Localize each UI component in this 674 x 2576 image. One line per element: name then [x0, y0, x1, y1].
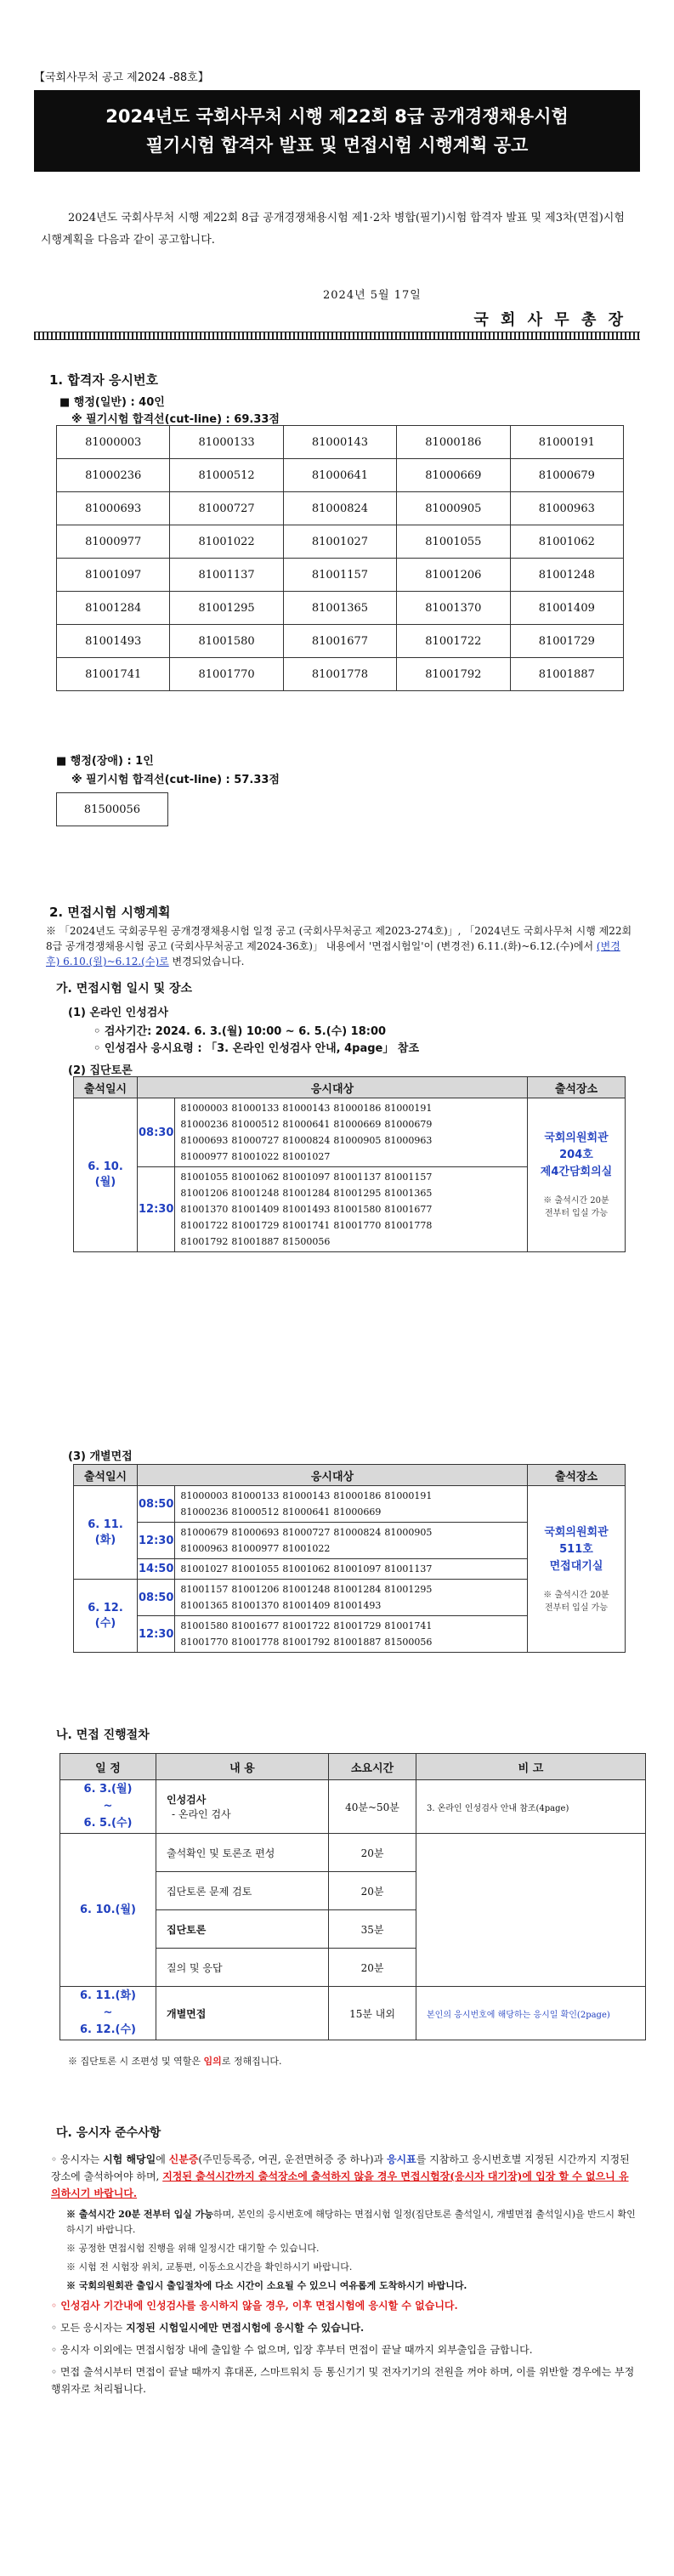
candidate-number: 81001722	[282, 1620, 331, 1631]
rule-4: ◦ 응시자 이외에는 면접시험장 내에 출입할 수 없으며, 입장 후부터 면접이 끝날 때까지 외부출입을 금합니다.	[51, 2344, 533, 2356]
candidate-numbers	[175, 1559, 528, 1580]
personal-interview-title: (3) 개별면접	[68, 1450, 133, 1463]
candidate-number: 81000191	[384, 1103, 433, 1114]
passer-number-cell: 81001722	[397, 625, 510, 658]
col-date-header: 출석일시	[74, 1077, 138, 1098]
candidate-number: 81000693	[231, 1527, 280, 1538]
candidate-number: 81500056	[384, 1637, 433, 1648]
candidate-number: 81001284	[282, 1188, 331, 1199]
subsection-ga-heading: 가. 면접시험 일시 및 장소	[56, 982, 193, 996]
candidate-number: 81000727	[231, 1135, 280, 1146]
proc-duration: 20분	[329, 1872, 416, 1910]
proc-duration: 40분~50분	[329, 1780, 416, 1834]
passer-number-cell: 81000143	[283, 426, 396, 459]
passer-number-cell: 81000905	[397, 492, 510, 525]
passer-number-cell: 81001248	[510, 559, 623, 592]
rule-1-sub-1-b: 하며, 본인의 응시번호에 해당하는 면접시험 일정(집단토론 출석일시, 개별면접 출석일시)을 반드시 확인하시기 바랍니다.	[66, 2209, 636, 2235]
proc-date: 6. 10.(월)	[60, 1834, 156, 1987]
number-line	[180, 1634, 527, 1650]
candidate-number: 81000133	[231, 1103, 280, 1114]
candidate-number: 81001677	[384, 1204, 433, 1215]
candidate-number: 81000679	[384, 1119, 433, 1130]
passer-number-cell: 81001770	[170, 658, 283, 691]
rule-1-sub-1	[51, 2207, 637, 2238]
table-row	[74, 1486, 626, 1523]
candidate-number: 81500056	[282, 1236, 331, 1247]
number-line	[180, 1504, 527, 1520]
candidate-number: 81001741	[384, 1620, 433, 1631]
proc-content: 질의 및 응답	[156, 1949, 329, 1987]
place-note: ※ 출석시간 20분 전부터 입실 가능	[543, 1196, 609, 1218]
passer-number-cell: 81001778	[283, 658, 396, 691]
col-target-header: 응시대상	[138, 1077, 528, 1098]
proc-content: 출석확인 및 토론조 편성	[156, 1834, 329, 1872]
passer-number-cell: 81001097	[57, 559, 170, 592]
table-row	[57, 492, 624, 525]
candidate-number: 81001409	[231, 1204, 280, 1215]
number-line	[180, 1618, 527, 1634]
col-place-header: 출석장소	[528, 1077, 626, 1098]
candidate-number: 81000641	[282, 1506, 331, 1518]
candidate-number: 81000133	[231, 1490, 280, 1501]
proc-content: 집단토론 문제 검토	[156, 1872, 329, 1910]
subsection-da-heading: 다. 응시자 준수사항	[56, 2126, 161, 2140]
title-line-1: 2024년도 국회사무처 시행 제22회 8급 공개경쟁채용시험	[105, 106, 569, 127]
number-line	[180, 1488, 527, 1504]
place-name: 국회의원회관 204호 제4간담회의실	[540, 1132, 613, 1178]
intro-paragraph: 2024년도 국회사무처 시행 제22회 8급 공개경쟁채용시험 제1·2차 병합(필기)시험 합격자 발표 및 제3차(면접)시험 시행계획을 다음과 같이 공고합니다.	[41, 212, 625, 247]
rule-1-h: 지정된 출석시간까지 출석장소에 출석하지 않을 경우 면접시험장(응시자 대기장)에 입장 할 수 없으니 유의하시기 바랍니다.	[51, 2170, 629, 2199]
passer-number-cell: 81001887	[510, 658, 623, 691]
candidate-number: 81001027	[282, 1151, 331, 1162]
general-category-label: ■ 행정(일반) : 40인	[59, 396, 165, 409]
proc-duration: 35분	[329, 1910, 416, 1949]
passer-number-cell: 81001022	[170, 525, 283, 559]
proc-col-remarks: 비 고	[416, 1754, 646, 1780]
group-discussion-table	[73, 1076, 626, 1252]
candidate-numbers	[175, 1486, 528, 1523]
proc-content	[156, 1780, 329, 1834]
time-slot: 12:30	[138, 1616, 175, 1653]
general-passers-table	[56, 425, 624, 691]
candidate-number: 81001365	[180, 1600, 229, 1611]
passer-number-cell: 81001729	[510, 625, 623, 658]
proc-col-content: 내 용	[156, 1754, 329, 1780]
candidate-number: 81000963	[180, 1543, 229, 1554]
candidate-number: 81001729	[231, 1220, 280, 1231]
passer-number-cell: 81000512	[170, 459, 283, 492]
candidate-numbers	[175, 1523, 528, 1559]
number-line	[180, 1149, 527, 1165]
candidate-number: 81001248	[231, 1188, 280, 1199]
passer-number-cell: 81000003	[57, 426, 170, 459]
online-test-guide: ◦ 인성검사 응시요령 : 「3. 온라인 인성검사 안내, 4page」 참조	[93, 1042, 420, 1055]
passer-number-cell: 81000669	[397, 459, 510, 492]
passer-number-cell: 81001062	[510, 525, 623, 559]
attendance-date: 6. 11. (화)	[74, 1486, 138, 1580]
place-name: 국회의원회관 511호 면접대기실	[544, 1525, 609, 1573]
candidate-number: 81000641	[282, 1119, 331, 1130]
subsection-na-heading: 나. 면접 진행절차	[56, 1728, 150, 1742]
candidate-number: 81000191	[384, 1490, 433, 1501]
rule-2: ◦ 인성검사 기간내에 인성검사를 응시하지 않을 경우, 이후 면접시험에 응시할 수 없습니다.	[51, 2300, 458, 2312]
announcement-date: 2024년 5월 17일	[323, 289, 422, 302]
disabled-cutline: ※ 필기시험 합격선(cut-line) : 57.33점	[71, 774, 280, 786]
passer-number-cell: 81000191	[510, 426, 623, 459]
note-part-a: ※ 「2024년도 국회공무원 공개경쟁채용시험 일정 공고 (국회사무처공고 제2023-274호)」, 「2024년도 국회사무처 시행 제22회 8급 공개경쟁채용시험 공고 (국회사무처공고 제2024-36호)」 내용에서 '면접시험일'이 (변경전) 6.11.(화)~6.12.(수)에서	[46, 925, 632, 952]
candidate-rules	[51, 2151, 637, 2403]
candidate-number: 81000693	[180, 1135, 229, 1146]
time-slot: 08:50	[138, 1486, 175, 1523]
candidate-number: 81000003	[180, 1103, 229, 1114]
candidate-number: 81000824	[333, 1527, 382, 1538]
candidate-number: 81001770	[180, 1637, 229, 1648]
candidate-number: 81000669	[333, 1119, 382, 1130]
proc-col-duration: 소요시간	[329, 1754, 416, 1780]
candidate-number: 81001027	[180, 1563, 229, 1575]
candidate-number: 81000824	[282, 1135, 331, 1146]
number-line	[180, 1116, 527, 1132]
candidate-number: 81000512	[231, 1119, 280, 1130]
proc-remark: 3. 온라인 인성검사 안내 참조(4page)	[416, 1780, 646, 1834]
candidate-number: 81001137	[333, 1172, 382, 1183]
rule-1-sub-2: ※ 공정한 면접시험 진행을 위해 일정시간 대기할 수 있습니다.	[66, 2243, 320, 2254]
proc-remark-empty	[416, 1834, 646, 1987]
passer-number-cell: 81001792	[397, 658, 510, 691]
table-row	[57, 426, 624, 459]
candidate-number: 81001722	[180, 1220, 229, 1231]
proc-content: 집단토론	[156, 1910, 329, 1949]
candidate-number: 81000679	[180, 1527, 229, 1538]
col-target-header: 응시대상	[138, 1465, 528, 1486]
rule-3-b: 지정된 시험일시에만 면접시험에 응시할 수 있습니다.	[126, 2322, 365, 2334]
candidate-number: 81001493	[282, 1204, 331, 1215]
passer-number-cell: 81001370	[397, 592, 510, 625]
candidate-numbers	[175, 1098, 528, 1167]
rule-1-b: 시험 해당일	[103, 2153, 156, 2165]
time-slot: 08:30	[138, 1098, 175, 1167]
hatched-divider	[34, 332, 640, 340]
rule-1-c: 에	[156, 2153, 169, 2165]
candidate-number: 81001741	[282, 1220, 331, 1231]
rule-1-sub-1-a: ※ 출석시간 20분 전부터 입실 가능	[66, 2209, 213, 2220]
candidate-number: 81000977	[231, 1543, 280, 1554]
candidate-number: 81001580	[180, 1620, 229, 1631]
proc-date: 6. 3.(월) ~ 6. 5.(수)	[60, 1780, 156, 1834]
candidate-number: 81001097	[282, 1172, 331, 1183]
attendance-place	[528, 1098, 626, 1252]
time-slot: 08:50	[138, 1580, 175, 1616]
candidate-number: 81001580	[333, 1204, 382, 1215]
candidate-number: 81000236	[180, 1119, 229, 1130]
note-part-b: (변경후) 6.10.(월)~6.12.(수)로	[46, 940, 620, 967]
candidate-number: 81001792	[180, 1236, 229, 1247]
proc-row-personal	[60, 1987, 646, 2040]
rule-3	[51, 2319, 637, 2336]
passer-number-cell: 81001409	[510, 592, 623, 625]
number-line	[180, 1524, 527, 1540]
number-line	[180, 1185, 527, 1201]
passer-number-cell: 81001027	[283, 525, 396, 559]
candidate-number: 81000512	[231, 1506, 280, 1518]
attendance-place	[528, 1486, 626, 1653]
attendance-date: 6. 10. (월)	[74, 1098, 138, 1252]
candidate-number: 81000236	[180, 1506, 229, 1518]
passer-number-cell: 81000824	[283, 492, 396, 525]
passer-number-cell: 81001365	[283, 592, 396, 625]
candidate-number: 81001157	[384, 1172, 433, 1183]
candidate-number: 81001493	[333, 1600, 382, 1611]
procedure-footnote	[68, 2054, 282, 2068]
passer-number-cell: 81001493	[57, 625, 170, 658]
candidate-number: 81001062	[282, 1563, 331, 1575]
foot-part-b: 임의	[203, 2056, 222, 2067]
candidate-number: 81001206	[231, 1584, 280, 1595]
note-part-c: 변경되었습니다.	[168, 956, 245, 967]
proc-duration: 15분 내외	[329, 1987, 416, 2040]
foot-part-c: 로 정해집니다.	[221, 2056, 282, 2067]
passer-number-cell: 81001055	[397, 525, 510, 559]
col-place-header: 출석장소	[528, 1465, 626, 1486]
candidate-number: 81001365	[384, 1188, 433, 1199]
proc-col-schedule: 일 정	[60, 1754, 156, 1780]
candidate-number: 81001295	[384, 1584, 433, 1595]
number-line	[180, 1100, 527, 1116]
passer-number-cell: 81000679	[510, 459, 623, 492]
candidate-number: 81001055	[180, 1172, 229, 1183]
candidate-number: 81001022	[282, 1543, 331, 1554]
passer-number-cell: 81001741	[57, 658, 170, 691]
rule-1-g: 를 지참하고 응시번호별 지정된 시간까지 지정된 장소에 출석하여야 하며,	[51, 2153, 630, 2182]
candidate-numbers	[175, 1580, 528, 1616]
online-test-title: (1) 온라인 인성검사	[68, 1007, 168, 1019]
personal-interview-table	[73, 1464, 626, 1653]
passer-number-cell: 81000236	[57, 459, 170, 492]
candidate-number: 81001295	[333, 1188, 382, 1199]
table-row	[57, 525, 624, 559]
candidate-number: 81001370	[180, 1204, 229, 1215]
proc-date: 6. 11.(화) ~ 6. 12.(수)	[60, 1987, 156, 2040]
schedule-change-note	[46, 923, 632, 969]
candidate-number: 81001022	[231, 1151, 280, 1162]
rule-1	[51, 2151, 637, 2202]
passer-number-cell: 81001677	[283, 625, 396, 658]
candidate-number: 81001887	[231, 1236, 280, 1247]
rule-5: ◦ 면접 출석시부터 면접이 끝날 때까지 휴대폰, 스마트워치 등 통신기기 및 전자기기의 전원을 꺼야 하며, 이를 위반할 경우에는 부정행위자로 처리됩니다.	[51, 2366, 635, 2395]
candidate-number: 81000669	[333, 1506, 382, 1518]
disabled-category-label: ■ 행정(장애) : 1인	[56, 755, 154, 768]
candidate-number: 81001248	[282, 1584, 331, 1595]
candidate-number: 81001157	[180, 1584, 229, 1595]
passer-number-cell: 81000133	[170, 426, 283, 459]
candidate-number: 81001055	[231, 1563, 280, 1575]
candidate-number: 81000186	[333, 1490, 382, 1501]
passer-number-cell: 81001137	[170, 559, 283, 592]
disabled-passer-number: 81500056	[56, 792, 168, 826]
table-row	[57, 625, 624, 658]
proc-row-checkin	[60, 1834, 646, 1872]
proc-content-sub: - 온라인 검사	[172, 1808, 231, 1820]
title-banner	[34, 90, 640, 172]
proc-duration: 20분	[329, 1949, 416, 1987]
rule-1-e: (주민등록증, 여권, 운전면허증 중 하나)과	[198, 2153, 387, 2165]
passer-number-cell: 81000977	[57, 525, 170, 559]
candidate-number: 81001770	[333, 1220, 382, 1231]
candidate-number: 81001677	[231, 1620, 280, 1631]
table-row	[57, 658, 624, 691]
number-line	[180, 1217, 527, 1234]
passer-number-cell: 81001206	[397, 559, 510, 592]
candidate-number: 81001206	[180, 1188, 229, 1199]
number-line	[180, 1201, 527, 1217]
candidate-number: 81001792	[282, 1637, 331, 1648]
candidate-number: 81001778	[231, 1637, 280, 1648]
candidate-number: 81001284	[333, 1584, 382, 1595]
section-2-heading: 2. 면접시험 시행계획	[49, 905, 171, 920]
candidate-number: 81000186	[333, 1103, 382, 1114]
proc-row-personality	[60, 1780, 646, 1834]
table-row	[57, 592, 624, 625]
candidate-number: 81001729	[333, 1620, 382, 1631]
candidate-number: 81000727	[282, 1527, 331, 1538]
place-note: ※ 출석시간 20분 전부터 입실 가능	[543, 1590, 609, 1613]
proc-content-main: 인성검사	[167, 1794, 207, 1806]
number-line	[180, 1540, 527, 1557]
passer-number-cell: 81000641	[283, 459, 396, 492]
candidate-number: 81001778	[384, 1220, 433, 1231]
candidate-numbers	[175, 1167, 528, 1252]
candidate-number: 81000905	[384, 1527, 433, 1538]
candidate-number: 81001062	[231, 1172, 280, 1183]
candidate-number: 81001887	[333, 1637, 382, 1648]
title-line-2: 필기시험 합격자 발표 및 면접시험 시행계획 공고	[145, 135, 529, 156]
candidate-number: 81000905	[333, 1135, 382, 1146]
passer-number-cell: 81001580	[170, 625, 283, 658]
section-1-heading: 1. 합격자 응시번호	[49, 372, 159, 388]
number-line	[180, 1234, 527, 1250]
passer-number-cell: 81000963	[510, 492, 623, 525]
interview-procedure-table	[59, 1753, 646, 2040]
candidate-number: 81000003	[180, 1490, 229, 1501]
online-test-period: ◦ 검사기간: 2024. 6. 3.(월) 10:00 ~ 6. 5.(수) 18:00	[93, 1025, 387, 1038]
candidate-number: 81000143	[282, 1103, 331, 1114]
col-date-header: 출석일시	[74, 1465, 138, 1486]
candidate-number: 81001409	[282, 1600, 331, 1611]
notice-number: 【국회사무처 공고 제2024 -88호】	[34, 71, 209, 84]
passer-number-cell: 81001157	[283, 559, 396, 592]
number-line	[180, 1597, 527, 1614]
candidate-number: 81001370	[231, 1600, 280, 1611]
table-row	[74, 1098, 626, 1167]
rule-3-a: ◦ 모든 응시자는	[51, 2322, 127, 2334]
table-row	[57, 459, 624, 492]
rule-1-d: 신분증	[168, 2153, 199, 2165]
time-slot: 12:30	[138, 1167, 175, 1252]
foot-part-a: ※ 집단토론 시 조편성 및 역할은	[68, 2056, 204, 2067]
rule-1-sub-3: ※ 시험 전 시험장 위치, 교통편, 이동소요시간을 확인하시기 바랍니다.	[66, 2261, 353, 2272]
passer-number-cell: 81001284	[57, 592, 170, 625]
proc-content: 개별면접	[156, 1987, 329, 2040]
rule-1-a: ◦ 응시자는	[51, 2153, 104, 2165]
number-line	[180, 1169, 527, 1185]
candidate-number: 81000977	[180, 1151, 229, 1162]
general-cutline-text: ※ 필기시험 합격선(cut-line) : 69.33점	[71, 413, 280, 426]
candidate-number: 81000143	[282, 1490, 331, 1501]
passer-number-cell: 81000186	[397, 426, 510, 459]
passer-number-cell: 81000727	[170, 492, 283, 525]
time-slot: 12:30	[138, 1523, 175, 1559]
number-line	[180, 1132, 527, 1149]
rule-1-f: 응시표	[386, 2153, 416, 2165]
candidate-number: 81001137	[384, 1563, 433, 1575]
table-row	[57, 559, 624, 592]
candidate-number: 81001097	[333, 1563, 382, 1575]
proc-duration: 20분	[329, 1834, 416, 1872]
rule-1-sub-4: ※ 국회의원회관 출입시 출입절차에 다소 시간이 소요될 수 있으니 여유롭게 도착하시기 바랍니다.	[66, 2280, 467, 2291]
general-cutline	[71, 405, 280, 426]
group-discussion-title: (2) 집단토론	[68, 1064, 133, 1077]
passer-number-cell: 81001295	[170, 592, 283, 625]
number-line	[180, 1561, 527, 1577]
issuing-organization: 국 회 사 무 총 장	[473, 311, 626, 329]
proc-remark: 본인의 응시번호에 해당하는 응시일 확인(2page)	[416, 1987, 646, 2040]
candidate-number: 81000963	[384, 1135, 433, 1146]
candidate-numbers	[175, 1616, 528, 1653]
number-line	[180, 1581, 527, 1597]
passer-number-cell: 81000693	[57, 492, 170, 525]
attendance-date: 6. 12. (수)	[74, 1580, 138, 1653]
time-slot: 14:50	[138, 1559, 175, 1580]
